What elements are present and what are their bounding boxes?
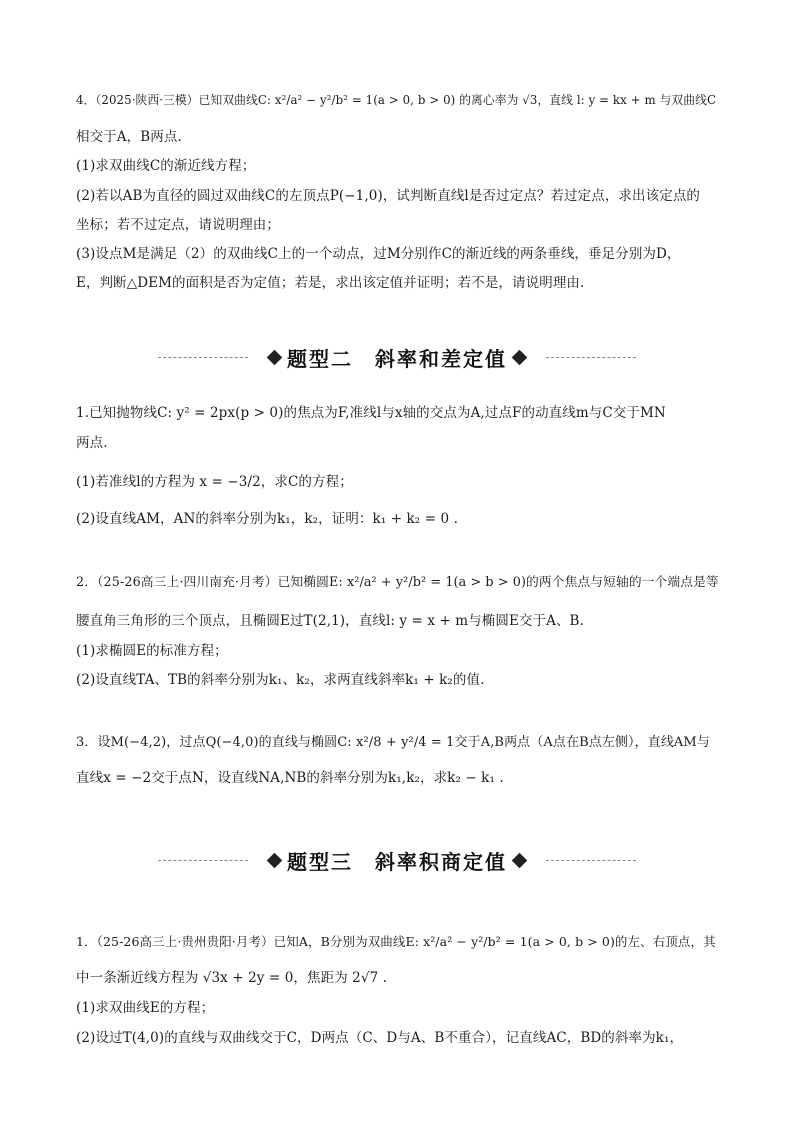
problem-stem-cont: 直线x = −2交于点N，设直线NA,NB的斜率分别为k₁,k₂，求k₂ − k₁ . — [76, 770, 504, 786]
problem-stem: 2．（25-26高三上·四川南充·月考）已知椭圆E: x²/a² + y²/b² = 1(a > b > 0)的两个焦点与短轴的一个端点是等 — [76, 575, 719, 590]
diamond-icon — [267, 349, 283, 365]
divider-right — [546, 357, 636, 358]
problem-4-part-2: (2)若以AB为直径的圆过双曲线C的左顶点P(−1,0)，试判断直线l是否过定点？若过定点，求出该定点的 — [76, 188, 701, 204]
diamond-icon — [267, 852, 283, 868]
section-header-3 — [0, 845, 794, 875]
problem-part-2: (2)设过T(4,0)的直线与双曲线交于C，D两点（C、D与A、B不重合），记直线AC，BD的斜率为k₁， — [76, 1030, 684, 1046]
problem-stem-cont: 两点. — [76, 435, 108, 451]
problem-4-part-2-cont: 坐标；若不过定点，请说明理由； — [76, 217, 280, 233]
problem-4-part-3: (3)设点M是满足（2）的双曲线C上的一个动点，过M分别作C的渐近线的两条垂线，垂足分别为D， — [76, 246, 681, 262]
problem-stem-cont: 中一条渐近线方程为 √3x + 2y = 0，焦距为 2√7 . — [76, 970, 388, 986]
problem-4-part-3-cont: E，判断△DEM的面积是否为定值；若是，求出该定值并证明；若不是，请说明理由. — [76, 275, 585, 291]
problem-4-line-2: 相交于A，B两点. — [76, 129, 182, 145]
problem-part-2: (2)设直线TA、TB的斜率分别为k₁、k₂，求两直线斜率k₁ + k₂的值. — [76, 672, 485, 688]
problem-stem: 1．（25-26高三上·贵州贵阳·月考）已知A，B分别为双曲线E: x²/a² − y²/b² = 1(a > 0, b > 0)的左、右顶点，其 — [76, 934, 716, 949]
problem-part-1: (1)求椭圆E的标准方程； — [76, 643, 228, 659]
problem-4-line-1: 4．（2025·陕西·三模）已知双曲线C: x²/a² − y²/b² = 1(a > 0, b > 0) 的离心率为 √3，直线 l: y = kx + m 与双曲线C — [76, 93, 717, 107]
problem-stem: 1.已知抛物线C: y² = 2px(p > 0)的焦点为F,准线l与x轴的交点为A,过点F的动直线m与C交于MN — [76, 405, 666, 421]
problem-stem-cont: 腰直角三角形的三个顶点，且椭圆E过T(2,1)，直线l: y = x + m与椭圆E交于A、B. — [76, 613, 584, 629]
section-title: 题型二 斜率和差定值 — [287, 346, 507, 371]
divider-left — [158, 860, 248, 861]
divider-right — [546, 860, 636, 861]
section-title: 题型三 斜率积商定值 — [287, 849, 507, 874]
problem-4-part-1: (1)求双曲线C的渐近线方程； — [76, 158, 256, 174]
diamond-icon — [512, 852, 528, 868]
problem-part-1: (1)求双曲线E的方程； — [76, 1000, 215, 1016]
problem-part-2: (2)设直线AM，AN的斜率分别为k₁，k₂，证明：k₁ + k₂ = 0 . — [76, 511, 458, 527]
divider-left — [158, 357, 248, 358]
problem-stem: 3．设M(−4,2)，过点Q(−4,0)的直线与椭圆C: x²/8 + y²/4 = 1交于A,B两点（A点在B点左侧），直线AM与 — [76, 735, 710, 750]
problem-part-1: (1)若准线l的方程为 x = −3/2，求C的方程； — [76, 474, 353, 490]
section-header-2 — [0, 342, 794, 372]
diamond-icon — [512, 349, 528, 365]
